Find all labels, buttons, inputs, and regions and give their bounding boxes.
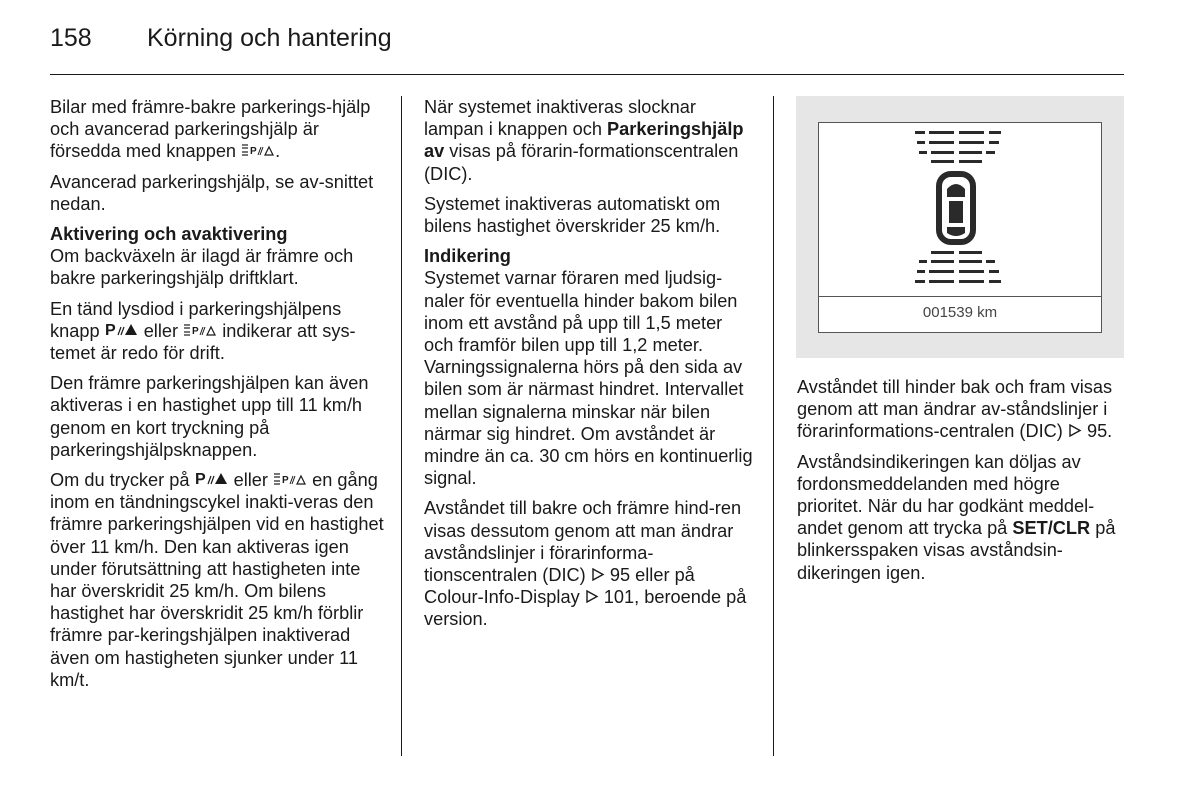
- distance-lines-car-graphic: [911, 129, 1011, 289]
- page-reference-arrow-icon: [1068, 424, 1082, 437]
- svg-text:P: P: [282, 475, 289, 487]
- paragraph-3: Om backväxeln är ilagd är främre och bakre parkeringshjälp driftklart.: [50, 246, 354, 289]
- text: Avståndsindikeringen kan döljas av fordonsmeddelanden med högre prioritet. När du har godkänt meddel-andet genom att trycka på: [797, 451, 1095, 539]
- paragraph-2: Avancerad parkeringshjälp, se av-snittet nedan.: [50, 171, 374, 214]
- column-divider-1: [401, 96, 402, 756]
- car-top-view: [939, 174, 973, 242]
- page-number: 158: [50, 24, 92, 52]
- text: .: [275, 141, 281, 162]
- rear-distance-lines: [915, 251, 1001, 283]
- text: indikerar att sys-temet är redo för drift.: [50, 320, 356, 364]
- text: När systemet inaktiveras slocknar lampan i knappen och: [424, 97, 696, 140]
- paragraph-3: Systemet varnar föraren med ljudsig-naler för eventuella hinder bakom bilen inom ett avstånd på upp till 1,5 meter och framför bilen upp till 1,2 meter. Varningssignalerna hörs på den sida av bilen som är närmast hindret. Intervallet mellan signalerna minskar när bilen närmar sig hindret. Om avståndet är mindre än ca. 30 cm hörs en kontinuerlig signal.: [424, 268, 753, 489]
- page-reference-arrow-icon: [591, 568, 605, 581]
- column-divider-2: [773, 96, 774, 756]
- odometer-readout: 001539 km: [922, 304, 998, 321]
- bold-text: SET/CLR: [1012, 518, 1091, 539]
- display-divider: [819, 296, 1101, 297]
- column-2: [424, 96, 756, 639]
- paragraph-4: [424, 497, 756, 630]
- text: Bilar med främre-bakre parkerings-hjälp och avancerad parkeringshjälp är försedda med knappen: [50, 97, 371, 162]
- heading-aktivering: Aktivering och avaktivering: [50, 224, 288, 245]
- parking-assist-front-rear-icon: [241, 143, 275, 157]
- svg-text:P: P: [104, 321, 116, 337]
- text: Om du trycker på: [50, 470, 190, 491]
- svg-text:P: P: [250, 146, 257, 158]
- parking-assist-front-rear-icon: [273, 472, 307, 486]
- text: 95.: [1086, 421, 1113, 442]
- text: 101, beroende på version.: [424, 587, 747, 630]
- text: Avståndet till bakre och främre hind-ren visas dessutom genom att man ändrar avståndslinjer i förarinforma-tionscentralen (DIC): [424, 498, 742, 586]
- bold-text: Parkeringshjälp av: [424, 119, 744, 162]
- paragraph-5: Den främre parkeringshjälpen kan även aktiveras i en hastighet upp till 11 km/h genom en kort tryckning på parkeringshjälpsknappen.: [50, 373, 369, 460]
- paragraph-1: [797, 376, 1125, 443]
- text: 95 eller på Colour-Info-Display: [424, 565, 695, 608]
- header-rule: [50, 74, 1124, 75]
- section-title: Körning och hantering: [147, 24, 392, 52]
- text: Avståndet till hinder bak och fram visas genom att man ändrar av-ståndslinjer i förarinformations-centralen (DIC): [797, 377, 1113, 442]
- text: på blinkersspaken visas avståndsin-dikeringen igen.: [797, 518, 1116, 583]
- text: eller: [143, 320, 179, 341]
- parking-assist-front-rear-icon: [183, 323, 217, 337]
- dic-distance-figure: [796, 96, 1124, 358]
- paragraph-4: [50, 298, 386, 365]
- text: en gång inom en tändningscykel inakti-veras den främre parkeringshjälpen vid en hastighet över 11 km/h. Den kan aktiveras igen under förutsättning att hastigheten inte har överskridit 25 km/h. Om bilens hastighet har överskridit 25 km/h förblir främre par-keringshjälpen inaktiverad även om hastigheten sjunker under 11 km/t.: [50, 470, 384, 690]
- parking-assist-p-icon: [105, 321, 139, 337]
- paragraph-2: Systemet inaktiveras automatiskt om bilens hastighet överskrider 25 km/h.: [424, 193, 721, 237]
- front-distance-lines: [915, 131, 1001, 163]
- paragraph-1: [50, 96, 386, 163]
- paragraph-6: [50, 469, 386, 691]
- heading-indikering: Indikering: [424, 246, 511, 267]
- text: visas på förarin-formationscentralen (DIC).: [424, 141, 739, 184]
- paragraph-1: [424, 96, 756, 185]
- svg-text:P: P: [192, 325, 199, 337]
- column-1: [50, 96, 386, 699]
- svg-text:P: P: [194, 471, 206, 487]
- text: eller: [233, 470, 268, 491]
- paragraph-2: [797, 451, 1125, 584]
- dic-display: [818, 122, 1102, 333]
- page-reference-arrow-icon: [585, 590, 599, 603]
- column-3: [797, 376, 1125, 592]
- text: En tänd lysdiod i parkeringshjälpens knapp: [50, 298, 342, 341]
- parking-assist-p-icon: [195, 470, 229, 486]
